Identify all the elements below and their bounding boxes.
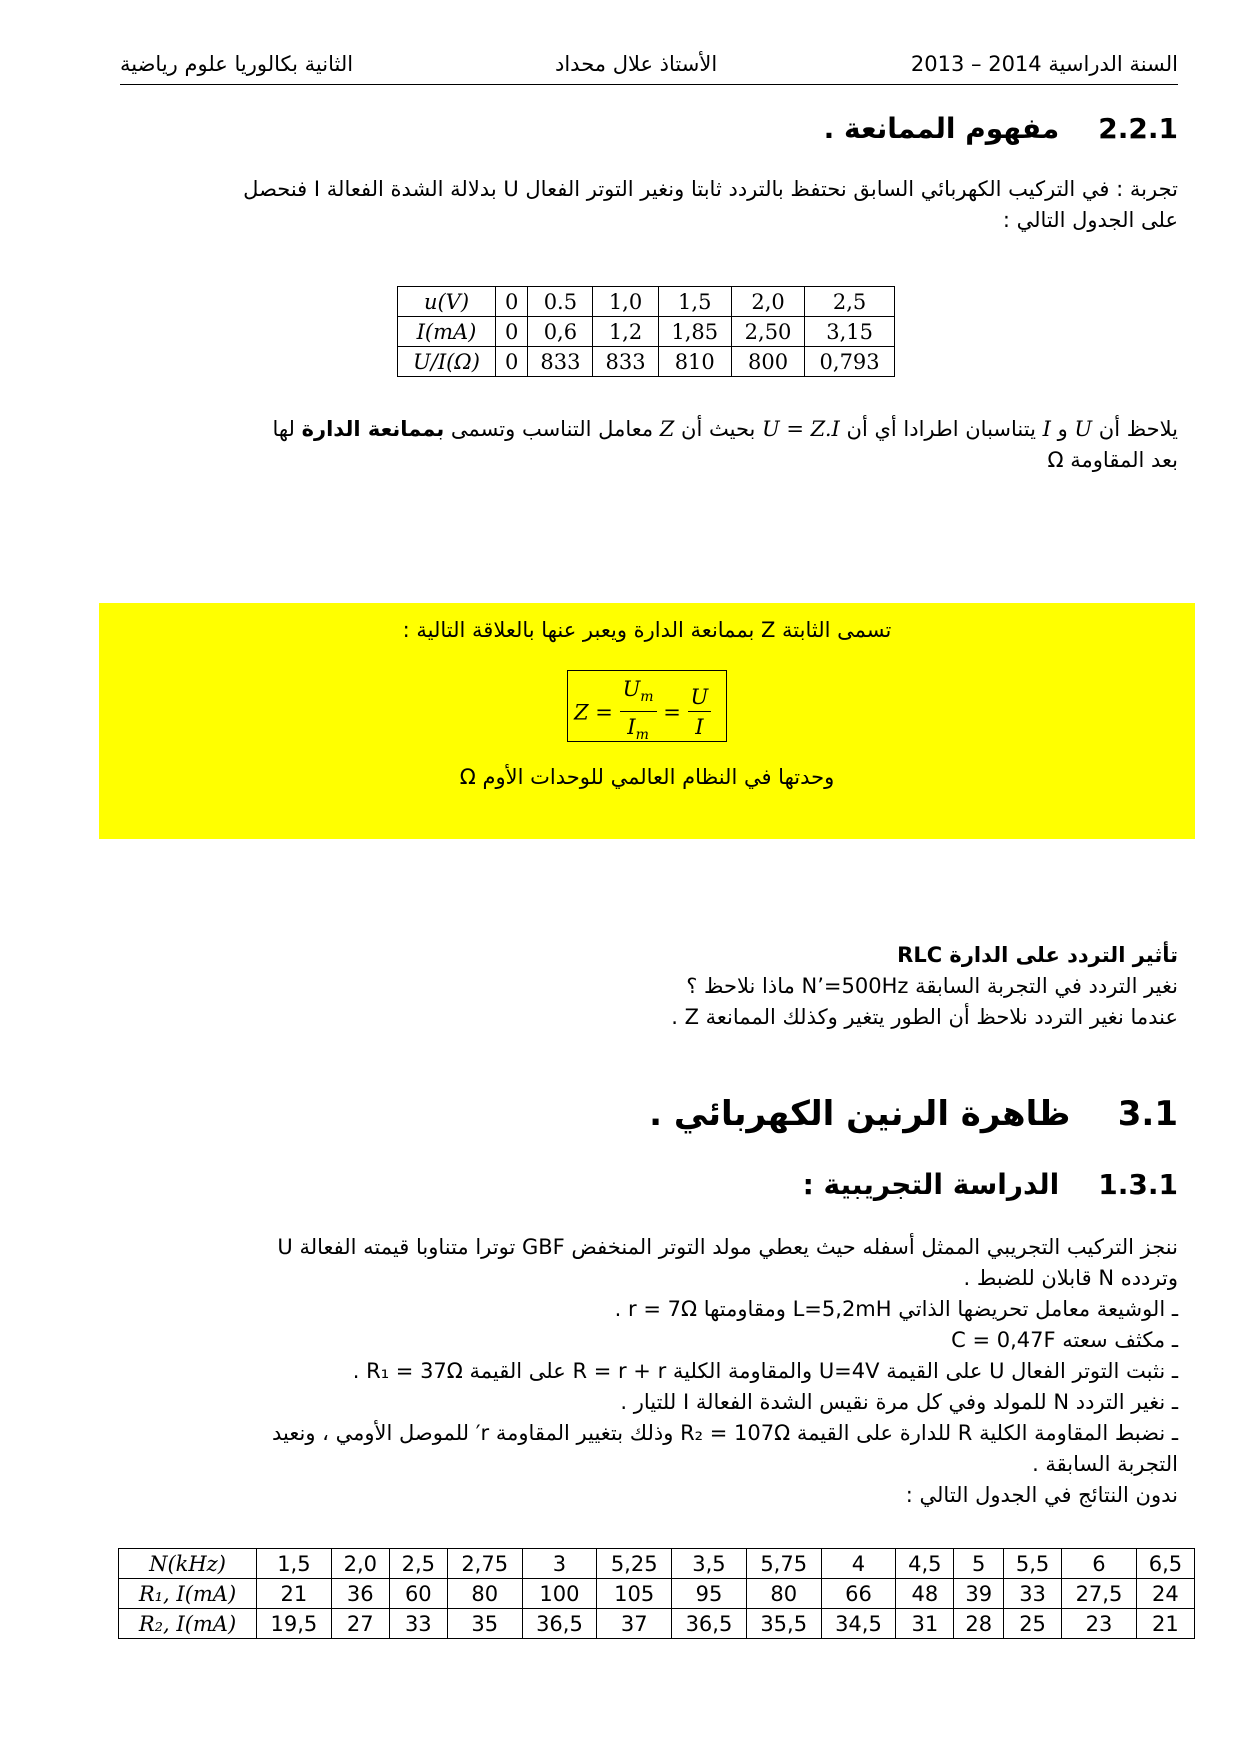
table-cell: 100 — [522, 1579, 597, 1609]
experiment-line-1: تجربة : في التركيب الكهربائي السابق نحتفظ بالتردد ثابتا ونغير التوتر الفعال U بدلالة الشدة الفعالة I فنحصل — [243, 177, 1178, 201]
formula-z: Z = — [574, 700, 613, 725]
row-label: R₂, I(mA) — [119, 1609, 257, 1639]
formula-fraction-1 — [620, 675, 657, 750]
resonance-table — [118, 1548, 1195, 1639]
table-cell: 25 — [1004, 1609, 1062, 1639]
formula-i: I — [695, 715, 704, 740]
study-bullet-coil: ـ الوشيعة معامل تحريضها الذاتي L=5,2mH ومقاومتها r = 7Ω . — [614, 1297, 1178, 1321]
table-cell: 1,85 — [658, 317, 731, 347]
row-label: U/I(Ω) — [398, 347, 496, 377]
frequency-effect — [118, 940, 1178, 1033]
header-level: الثانية بكالوريا علوم رياضية — [120, 52, 354, 76]
table-cell: 34,5 — [821, 1609, 896, 1639]
study-line: وتردده N قابلان للضبط . — [963, 1266, 1178, 1290]
table-cell: 21 — [257, 1579, 332, 1609]
table-row — [398, 347, 895, 377]
study-bullet-resistance: ـ نضبط المقاومة الكلية R للدارة على القيمة R₂ = 107Ω وذلك بتغيير المقاومة r′ للموصل الأومي ، ونعيد — [271, 1421, 1178, 1445]
section-3-1-heading — [649, 1094, 1178, 1134]
table-cell: 2,0 — [731, 287, 804, 317]
row-label: R₁, I(mA) — [119, 1579, 257, 1609]
section-number: 3.1 — [1117, 1094, 1178, 1134]
note-formula: U = Z.I — [762, 417, 840, 441]
note-text: يلاحظ أن — [1092, 417, 1178, 441]
table-cell: 3,15 — [805, 317, 895, 347]
study-bullet-voltage: ـ نثبت التوتر الفعال U على القيمة U=4V والمقاومة الكلية R = r + r على القيمة R₁ = 37Ω . — [352, 1359, 1178, 1383]
table-cell: 5,5 — [1004, 1549, 1062, 1579]
table-cell: 95 — [672, 1579, 747, 1609]
table-cell: 105 — [597, 1579, 672, 1609]
table-cell: 2,5 — [805, 287, 895, 317]
header-teacher: الأستاذ علال محداد — [555, 52, 718, 76]
study-line: التجربة السابقة . — [1032, 1452, 1178, 1476]
table-cell: 0 — [495, 317, 527, 347]
table-cell: 833 — [528, 347, 593, 377]
table-cell: 27 — [331, 1609, 389, 1639]
experiment-line-2: على الجدول التالي : — [1002, 208, 1178, 232]
table-cell: 31 — [896, 1609, 954, 1639]
table-cell: 27,5 — [1062, 1579, 1137, 1609]
formula-equals: = — [663, 700, 681, 725]
formula-um: U — [622, 677, 641, 701]
table-cell: 2,0 — [331, 1549, 389, 1579]
formula-u: U — [688, 683, 712, 712]
definition-line-1: تسمى الثابتة Z بممانعة الدارة ويعبر عنها بالعلاقة التالية : — [402, 618, 892, 642]
table-cell: 0 — [495, 347, 527, 377]
table-cell: 21 — [1136, 1609, 1194, 1639]
table-cell: 833 — [593, 347, 658, 377]
impedance-formula — [567, 670, 727, 742]
note-text: بحيث أن — [674, 417, 763, 441]
table-cell: 33 — [1004, 1579, 1062, 1609]
formula-im: I — [627, 715, 636, 740]
table-row — [119, 1549, 1195, 1579]
section-number: 1.3.1 — [1098, 1168, 1178, 1201]
table-cell: 4 — [821, 1549, 896, 1579]
section-1-3-1-heading — [803, 1168, 1178, 1201]
table-cell: 800 — [731, 347, 804, 377]
table-cell: 3,5 — [672, 1549, 747, 1579]
row-label: N(kHz) — [119, 1549, 257, 1579]
table-cell: 1,5 — [257, 1549, 332, 1579]
section-2-2-1-heading — [824, 112, 1178, 145]
table-cell: 80 — [447, 1579, 522, 1609]
table-cell: 80 — [746, 1579, 821, 1609]
table-cell: 3 — [522, 1549, 597, 1579]
note-text: لها — [272, 417, 302, 441]
table-cell: 5,25 — [597, 1549, 672, 1579]
table-cell: 2,50 — [731, 317, 804, 347]
page-header — [120, 52, 1178, 85]
table-cell: 2,5 — [389, 1549, 447, 1579]
table-cell: 60 — [389, 1579, 447, 1609]
experiment-paragraph — [118, 174, 1178, 236]
table-cell: 0.5 — [528, 287, 593, 317]
note-var-i: I — [1042, 417, 1051, 441]
table-cell: 5 — [954, 1549, 1004, 1579]
table-cell: 28 — [954, 1609, 1004, 1639]
table-cell: 33 — [389, 1609, 447, 1639]
table-cell: 66 — [821, 1579, 896, 1609]
study-bullet-capacitor: ـ مكثف سعته C = 0,47F — [951, 1328, 1178, 1352]
table-cell: 0,6 — [528, 317, 593, 347]
table-cell: 810 — [658, 347, 731, 377]
table-cell: 35,5 — [746, 1609, 821, 1639]
table-cell: 35 — [447, 1609, 522, 1639]
experimental-study — [114, 1232, 1178, 1511]
definition-line-2: وحدتها في النظام العالمي للوحدات الأوم Ω — [459, 765, 835, 789]
section-title: الدراسة التجريبية : — [802, 1168, 1060, 1201]
table-row — [398, 317, 895, 347]
frequency-effect-line-1: نغير التردد في التجربة السابقة N’=500Hz ماذا نلاحظ ؟ — [686, 974, 1178, 998]
row-label: I(mA) — [398, 317, 496, 347]
section-title: ظاهرة الرنين الكهربائي . — [649, 1094, 1071, 1134]
section-title: مفهوم الممانعة . — [823, 112, 1060, 145]
formula-sub: m — [640, 689, 654, 706]
note-var-z: Z — [659, 417, 675, 441]
formula-fraction-2 — [688, 683, 712, 742]
table-cell: 36 — [331, 1579, 389, 1609]
table-cell: 24 — [1136, 1579, 1194, 1609]
table-cell: 6,5 — [1136, 1549, 1194, 1579]
frequency-effect-title: تأثير التردد على الدارة RLC — [897, 943, 1178, 967]
table-cell: 19,5 — [257, 1609, 332, 1639]
proportionality-note — [118, 414, 1178, 476]
table-row — [398, 287, 895, 317]
section-number: 2.2.1 — [1098, 112, 1178, 145]
study-bullet-frequency: ـ نغير التردد N للمولد وفي كل مرة نقيس الشدة الفعالة I للتيار . — [620, 1390, 1178, 1414]
formula-sub: m — [635, 727, 649, 744]
table-cell: 37 — [597, 1609, 672, 1639]
header-school-year: السنة الدراسية 2014 – 2013 — [910, 52, 1178, 76]
frequency-effect-line-2: عندما نغير التردد نلاحظ أن الطور يتغير وكذلك الممانعة Z . — [671, 1005, 1178, 1029]
study-line: ندون النتائج في الجدول التالي : — [905, 1483, 1178, 1507]
row-label: u(V) — [398, 287, 496, 317]
table-cell: 2,75 — [447, 1549, 522, 1579]
note-text: يتناسبان اطرادا أي أن — [839, 417, 1043, 441]
voltage-current-table — [397, 286, 895, 377]
note-bold-term: بممانعة الدارة — [301, 417, 445, 441]
table-cell: 4,5 — [896, 1549, 954, 1579]
table-cell: 5,75 — [746, 1549, 821, 1579]
table-cell: 36,5 — [522, 1609, 597, 1639]
table-cell: 1,5 — [658, 287, 731, 317]
table-cell: 1,2 — [593, 317, 658, 347]
study-line: ننجز التركيب التجريبي الممثل أسفله حيث يعطي مولد التوتر المنخفض GBF توترا متناوبا قيمته الفعالة U — [277, 1235, 1178, 1259]
table-cell: 23 — [1062, 1609, 1137, 1639]
note-line-2: بعد المقاومة Ω — [1047, 448, 1178, 472]
note-text: معامل التناسب وتسمى — [444, 417, 660, 441]
note-text: و — [1050, 417, 1075, 441]
table-cell: 1,0 — [593, 287, 658, 317]
table-cell: 39 — [954, 1579, 1004, 1609]
table-cell: 6 — [1062, 1549, 1137, 1579]
note-var-u: U — [1074, 417, 1093, 441]
table-cell: 36,5 — [672, 1609, 747, 1639]
table-row — [119, 1609, 1195, 1639]
note-line-1 — [118, 414, 1178, 445]
table-cell: 0,793 — [805, 347, 895, 377]
table-cell: 48 — [896, 1579, 954, 1609]
table-row — [119, 1579, 1195, 1609]
table-cell: 0 — [495, 287, 527, 317]
